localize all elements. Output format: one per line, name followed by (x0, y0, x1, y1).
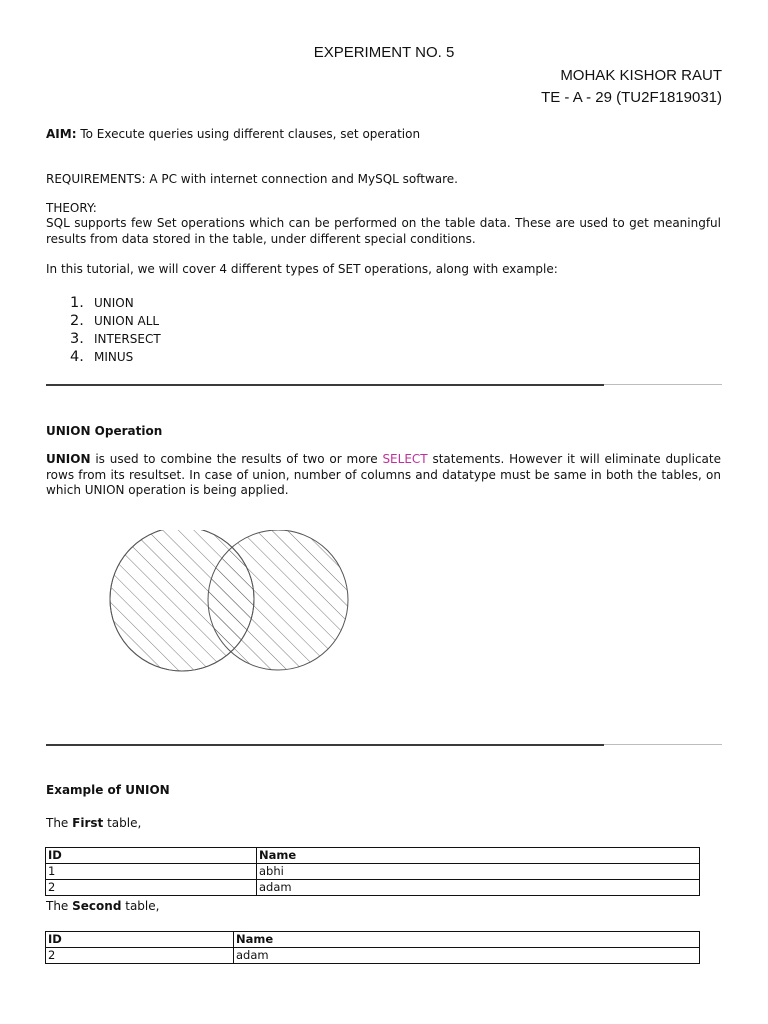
first-table-caption (46, 816, 721, 832)
experiment-title: EXPERIMENT NO. 5 (313, 44, 455, 61)
table-cell: 2 (46, 880, 257, 896)
union-heading: UNION Operation (46, 424, 163, 438)
caption-text: table, (103, 816, 142, 830)
second-table-caption (46, 899, 721, 915)
right-set-circle (208, 530, 348, 670)
roll-number: TE - A - 29 (TU2F1819031) (541, 89, 722, 106)
list-item-label: MINUS (94, 350, 134, 364)
example-heading: Example of UNION (46, 783, 170, 797)
aim-text: To Execute queries using different clauses, set operation (76, 127, 421, 141)
list-item-number: 1. (70, 295, 84, 311)
first-table (45, 847, 700, 896)
theory-intro: In this tutorial, we will cover 4 different types of SET operations, along with example: (46, 262, 558, 276)
caption-bold: First (72, 816, 104, 830)
table-header-row (46, 848, 700, 864)
table-cell: adam (257, 880, 700, 896)
table-row (46, 864, 700, 880)
student-name: MOHAK KISHOR RAUT (560, 67, 722, 84)
theory-label: THEORY: (46, 201, 97, 215)
table-cell: abhi (257, 864, 700, 880)
union-venn-diagram (100, 530, 360, 680)
table-cell: 1 (46, 864, 257, 880)
table-header-cell: ID (46, 932, 234, 948)
aim-paragraph (46, 127, 721, 143)
table-header-cell: ID (46, 848, 257, 864)
union-text-after: statements. However it will eliminate duplicate rows from its resultset. In case of union, number of columns and datatype must be same in both the tables, on which UNION operation is being applied. (46, 452, 721, 497)
caption-text: table, (121, 899, 160, 913)
table-header-row (46, 932, 700, 948)
second-table (45, 931, 700, 964)
table-row (46, 948, 700, 964)
list-item (46, 313, 161, 331)
list-item (46, 295, 161, 313)
list-item-number: 4. (70, 349, 84, 365)
section-divider (46, 384, 722, 387)
table-header-cell: Name (234, 932, 700, 948)
caption-text: The (46, 899, 73, 913)
list-item-label: UNION ALL (94, 314, 160, 328)
list-item-number: 3. (70, 331, 84, 347)
table-header-cell: Name (257, 848, 700, 864)
list-item-label: INTERSECT (94, 332, 161, 346)
list-item-number: 2. (70, 313, 84, 329)
list-item (46, 349, 161, 367)
union-text-before: is used to combine the results of two or more (90, 452, 383, 466)
requirements-paragraph: REQUIREMENTS: A PC with internet connection and MySQL software. (46, 172, 458, 186)
set-operations-list (46, 295, 161, 367)
theory-paragraph: SQL supports few Set operations which can be performed on the table data. These are used to get meaningful results from data stored in the table, under different special conditions. (46, 216, 721, 246)
table-cell: adam (234, 948, 700, 964)
select-keyword: SELECT (382, 452, 428, 466)
caption-bold: Second (72, 899, 122, 913)
union-paragraph (46, 452, 721, 499)
table-row (46, 880, 700, 896)
union-keyword: UNION (46, 452, 91, 466)
caption-text: The (46, 816, 73, 830)
list-item-label: UNION (94, 296, 134, 310)
section-divider (46, 744, 722, 747)
list-item (46, 331, 161, 349)
aim-label: AIM: (46, 127, 77, 141)
table-cell: 2 (46, 948, 234, 964)
